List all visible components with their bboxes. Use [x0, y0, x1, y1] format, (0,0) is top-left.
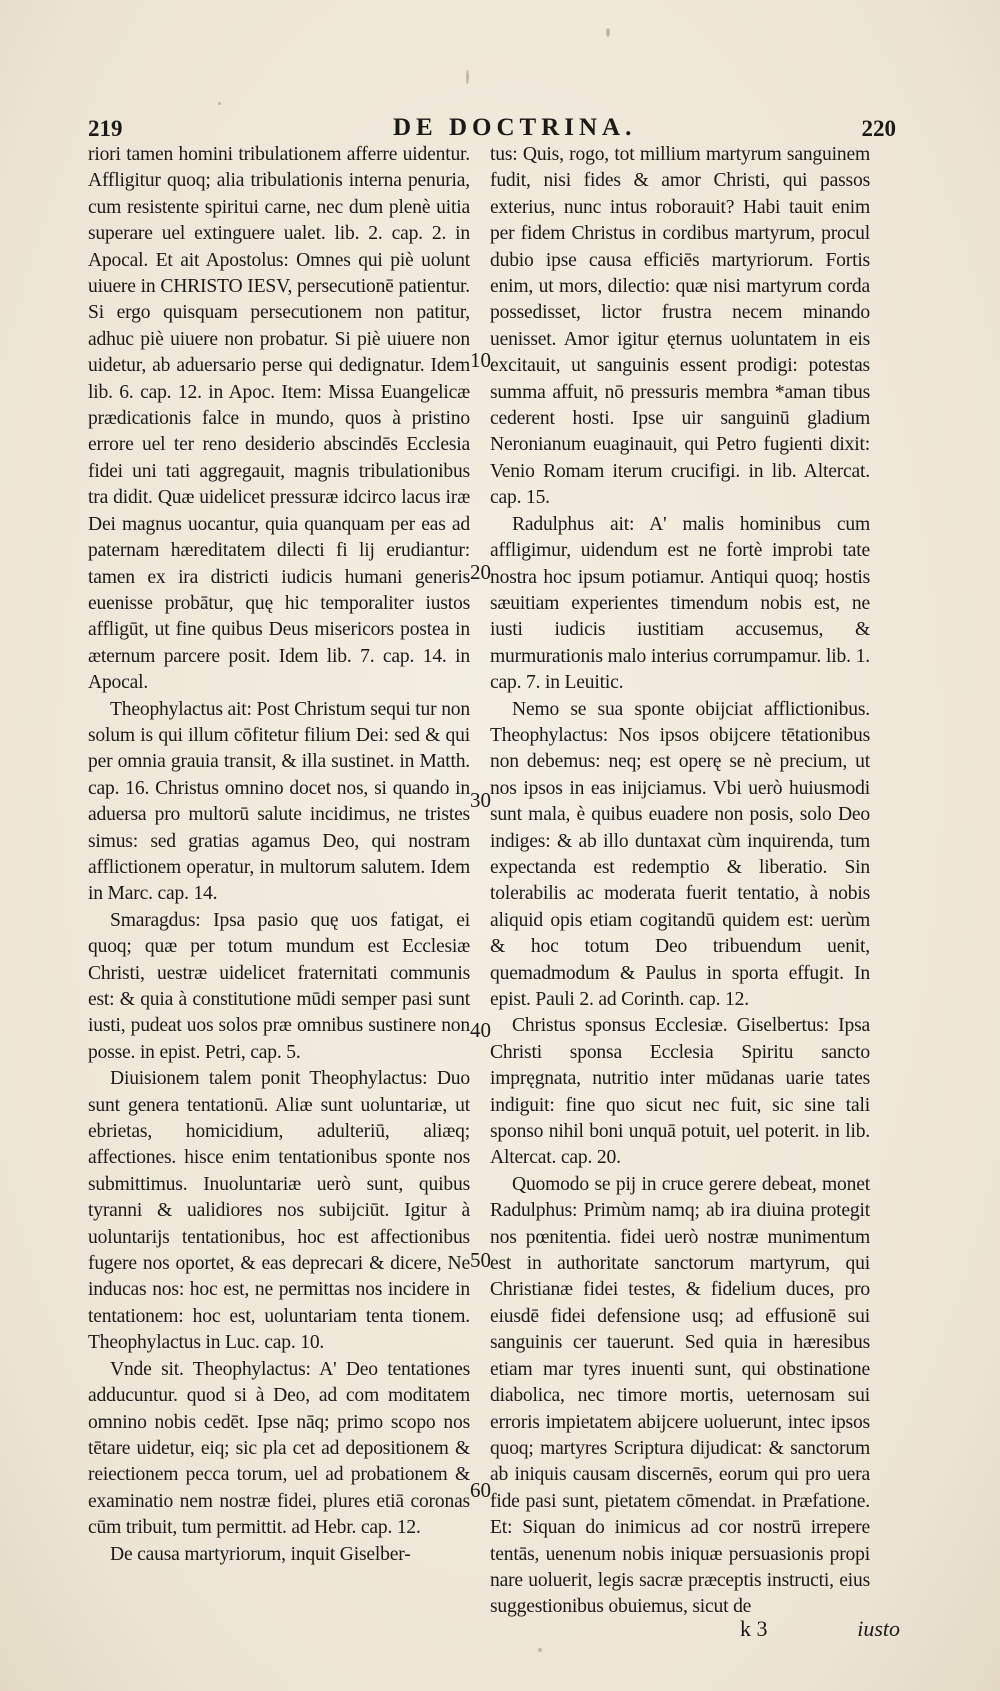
right-paragraph: Christus sponsus Ecclesiæ. Giselbertus: Ipsa Christi sponsa Ecclesia Spiritu sancto impręgnata, nutritio inter mūdanas uarie tates indiguit: fine quo sicut nec fuit, sic sine tali sponso nihil boni unquā potuit, uel poterit. in lib. Altercat. cap. 20.	[490, 1015, 870, 1169]
left-paragraph: Diuisionem talem ponit Theophylactus: Duo sunt genera tentationū. Aliæ sunt uoluntariæ, ut ebrietas, homicidium, adulteriū, aliæq; affectiones. hisce enim tentationibus sponte nos submittimus. Inuoluntariæ uerò sunt, quibus tyranni & ualidiores nos subijciūt. Igitur à uoluntarijs tentationibus, hoc est affectionibus fugere nos oportet, & eas deprecari & dicere, Ne inducas nos: hoc est, ne permittas nos incidere in tentationem: hoc est, uoluntariam tenta tionem. Theophylactus in Luc. cap. 10.	[88, 1068, 470, 1354]
paper-speck	[466, 70, 469, 84]
line-number: 20	[470, 560, 491, 584]
left-paragraph: Smaragdus: Ipsa pasio quę uos fatigat, ei quoq; quæ per totum mundum est Ecclesiæ Christi, uestræ uidelicet fraternitati communis est: & quia à constitutione mūdi semper pasi sunt iusti, pudeat uos solos præ omnibus sustinere non posse. in epist. Petri, cap. 5.	[88, 909, 470, 1063]
paper-speck	[218, 102, 221, 105]
line-number: 30	[470, 788, 491, 812]
page-number-left: 219	[88, 116, 123, 141]
right-paragraph: Radulphus ait: A' malis hominibus cum affligimur, uidendum est ne fortè improbi tate nostra hoc ipsum potiamur. Antiqui quoq; hostis sæuitiam experientes timendum nobis est, ne iusti iudicis iustitiam accusemus, & murmurationis malo interius corrumpamur. lib. 1. cap. 7. in Leuitic.	[490, 513, 870, 694]
running-title: DE DOCTRINA.	[393, 114, 637, 141]
left-column	[88, 142, 470, 1568]
right-paragraph: Nemo se sua sponte obijciat afflictionibus. Theophylactus: Nos ipsos obijcere tētationibus non debemus: neq; est operę se nè precium, ut nos ipsos in eas inijciamus. Vbi uerò huiusmodi sunt mala, è quibus euadere non posis, solo Deo indiges: & ab illo duntaxat cùm inquirenda, tum expectanda est redemptio & liberatio. Sin tolerabilis ac moderata fuerit tentatio, à nobis aliquid opis etiam cogitandū quidem est: uerùm & hoc totum Deo tribuendum uenit, quemadmodum & Paulus in sporta effugit. In epist. Pauli 2. ad Corinth. cap. 12.	[490, 698, 870, 1010]
page-footer	[740, 1616, 900, 1646]
left-paragraph: riori tamen homini tribulationem afferre uidentur. Affligitur quoq; alia tribulationis interna penuria, cum resistente spiritui carne, nec dum plenè uitia superare uel extinguere ualet. lib. 2. cap. 2. in Apocal. Et ait Apostolus: Omnes qui piè uolunt uiuere in CHRISTO IESV, persecutionē patientur. Si ergo quisquam persecutionem non patitur, adhuc piè uiuere non probatur. Si piè uiuere non uidetur, ab aduersario perse qui dedignatur. Idem lib. 6. cap. 12. in Apoc. Item: Missa Euangelicæ prædicationis falce in mundo, quos à pristino errore uel ter reno desiderio abscindēs Ecclesia fidei uni tati aggregauit, magnis tribulationibus tra didit. Quæ uidelicet pressuræ idcirco lacus iræ Dei magnus uocantur, quia quanquam per eas ad paternam hæreditatem dilecti fi lij erudiantur: tamen ex ira districti iudicis humani generis euenisse probātur, quę hic temporaliter iustos affligūt, ut fine quibus Deus misericors postea in æternum parcere posit. Idem lib. 7. cap. 14. in Apocal.	[88, 144, 470, 694]
line-number: 40	[470, 1018, 491, 1042]
left-paragraph: Vnde sit. Theophylactus: A' Deo tentationes adducuntur. quod si à Deo, ad com moditatem omnino nobis cedēt. Ipse nāq; primo scopo nos tētare uidetur, eiq; sic pla cet ad depositionem & reiectionem pecca torum, uel ad probationem & examinatio nem nostræ fidei, plures etiā coronas cūm tribuit, tum permittit. ad Hebr. cap. 12.	[88, 1358, 470, 1539]
line-number: 10	[470, 348, 491, 372]
catchword: iusto	[857, 1616, 900, 1641]
right-paragraph: tus: Quis, rogo, tot millium martyrum sanguinem fudit, nisi fides & amor Christi, qui passos exterius, nunc intus roborauit? Habi tauit enim per fidem Christus in cordibus martyrum, procul dubio ipse causa efficiēs martyriorum. Fortis enim, ut mors, dilectio: quæ nisi martyrum corda possedisset, lictor frustra necem minando uenisset. Amor igitur ęternus uoluntatem in eis excitauit, ut sanguinis essent prodigi: potestas summa affuit, nō pressuris membra *aman tibus cederent hosti. Ipse uir sanguinū gladium Neronianum euaginauit, qui Petro fugienti dixit: Venio Romam iterum crucifigi. in lib. Altercat. cap. 15.	[490, 144, 870, 509]
left-paragraph: De causa martyriorum, inquit Giselber-	[110, 1543, 411, 1565]
signature-mark: k 3	[740, 1616, 768, 1641]
line-number: 60	[470, 1478, 491, 1502]
right-column	[490, 142, 870, 1621]
left-paragraph: Theophylactus ait: Post Christum sequi tur non solum is qui illum cōfitetur filium Dei: sed & qui per omnia grauia transit, & illa sustinet. in Matth. cap. 16. Christus omnino docet nos, si quando in aduersa pro multorū salute incidimus, ne tristes simus: sed gratias agamus Deo, qui nostram afflictionem operatur, in multorum salutem. Idem in Marc. cap. 14.	[88, 698, 470, 905]
paper-speck	[606, 28, 610, 37]
page-number-right: 220	[861, 116, 896, 141]
paper-speck	[538, 1648, 542, 1652]
line-number: 50	[470, 1248, 491, 1272]
right-paragraph: Quomodo se pij in cruce gerere debeat, monet Radulphus: Primùm namq; ab ira diuina protegit nos pœnitentia. fidei uerò nostræ munimentum est in authoritate sanctorum martyrum, qui Christianæ fidei testes, & fidelium duces, pro eiusdē fidei defensione usq; ad effusionē sui sanguinis cer tauerunt. Sed quia in hæresibus etiam mar tyres inuenti sunt, qui obstinatione diabolica, nec timore mortis, ueternosam sui erroris impietatem abijcere uoluerunt, intec ipsos quoq; martyres Scriptura dijudicat: & sanctorum ab iniquis causam discernēs, eorum qui pro uera fide pasi sunt, pietatem cōmendat. in Præfatione. Et: Siquan do inimicus ad cor nostrū irrepere tentās, uenenum nobis iniquæ persuasionis propi nare uoluerit, legis sacræ præceptis instructi, eius suggestionibus obuiemus, sicut de	[490, 1173, 870, 1618]
